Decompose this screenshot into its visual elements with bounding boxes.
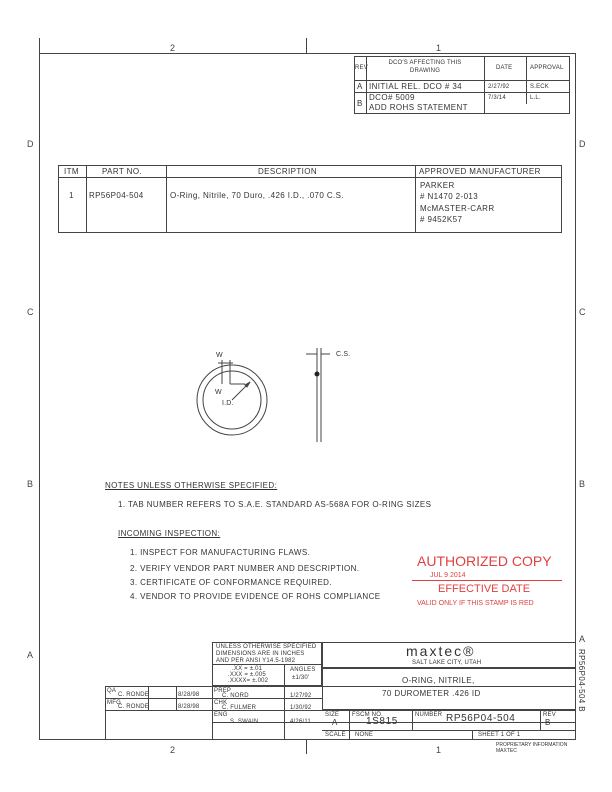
sheet-value: SHEET 1 OF 1	[478, 732, 521, 738]
qa-date: 8/28/98	[178, 692, 200, 698]
rev-header: REV	[355, 65, 368, 71]
rev-a-desc: INITIAL REL. DCO # 34	[369, 82, 463, 91]
chk-name: C. FULMER	[222, 705, 257, 711]
rev-a-date: 2/27/92	[488, 84, 510, 90]
angles-label: ANGLES	[290, 667, 316, 673]
zone-left-b: B	[27, 479, 34, 489]
scale-label: SCALE	[325, 732, 346, 738]
qa-name: C. RONDE	[118, 692, 149, 698]
zone-tick	[306, 38, 307, 53]
zone-right-c: C	[579, 307, 586, 317]
chk-label: CHK	[214, 700, 228, 706]
rev-value: B	[545, 718, 551, 727]
eng-date: 4/26/11	[290, 719, 311, 725]
mfg-label: MFG	[107, 700, 121, 706]
eng-label: ENG	[214, 712, 228, 718]
width-label: W	[216, 352, 223, 359]
rev-label: REV	[543, 712, 556, 718]
parts-description: O-Ring, Nitrile, 70 Duro, .426 I.D., .070 C.S.	[170, 191, 345, 200]
part-title-line2: 70 DUROMETER .426 ID	[382, 689, 481, 698]
rev-b-desc: DCO# 5009	[369, 93, 415, 102]
rev-a: A	[357, 82, 363, 91]
notes-heading: NOTES UNLESS OTHERWISE SPECIFIED:	[105, 481, 278, 490]
width-label-2: W	[215, 389, 222, 396]
stamp-footer: VALID ONLY IF THIS STAMP IS RED	[417, 600, 534, 607]
manufacturer-line: PARKER	[420, 181, 455, 190]
cs-label: C.S.	[336, 351, 351, 358]
zone-right-a: A	[579, 634, 586, 644]
angles-value: ±1/30'	[292, 675, 310, 681]
stamp-title: AUTHORIZED COPY	[417, 553, 552, 569]
note-1: 1. TAB NUMBER REFERS TO S.A.E. STANDARD AS-568A FOR O-RING SIZES	[118, 500, 432, 509]
size-value: A	[332, 718, 338, 727]
tolerance-line3: AND PER ANSI Y14.5-1982	[216, 658, 296, 664]
zone-right-b: B	[579, 479, 586, 489]
zone-tick	[306, 740, 307, 754]
fscm-value: 1S815	[366, 716, 398, 727]
zone-top-right: 1	[436, 43, 442, 53]
rev-a-approval: S.ECK	[530, 84, 550, 90]
inspection-item: 3. CERTIFICATE OF CONFORMANCE REQUIRED.	[130, 578, 332, 587]
tolerance-xxx: .XXX = ±.005	[228, 672, 266, 678]
rev-b-approval: L.L.	[530, 95, 541, 101]
rev-b-desc2: ADD ROHS STATEMENT	[369, 103, 468, 112]
mfg-name: C. RONDE	[118, 704, 149, 710]
zone-left-c: C	[27, 307, 34, 317]
inspection-item: 4. VENDOR TO PROVIDE EVIDENCE OF ROHS COMPLIANCE	[130, 592, 381, 601]
incoming-heading: INCOMING INSPECTION:	[118, 529, 221, 538]
manufacturer-line: # N1470 2-013	[420, 192, 479, 201]
tolerance-line1: UNLESS OTHERWISE SPECIFIED	[216, 644, 317, 650]
tolerance-line2: DIMENSIONS ARE IN INCHES	[216, 651, 305, 657]
zone-left-d: D	[27, 139, 34, 149]
zone-top-left: 2	[170, 43, 176, 53]
zone-bottom-right: 1	[436, 745, 442, 755]
fscm-label: FSCM NO.	[352, 712, 383, 718]
prep-label: PREP	[214, 688, 232, 694]
inspection-item: 2. VERIFY VENDOR PART NUMBER AND DESCRIPTION.	[130, 564, 360, 573]
rev-desc-header: DCO'S AFFECTING THIS DRAWING	[388, 60, 462, 74]
size-label: SIZE	[325, 712, 340, 718]
stamp-line	[412, 580, 562, 581]
qa-label: QA	[107, 688, 117, 694]
zone-left-a: A	[27, 650, 34, 660]
parts-partno: RP56P04-504	[89, 191, 144, 200]
scale-value: NONE	[355, 732, 374, 738]
parts-description-header: DESCRIPTION	[258, 167, 318, 176]
stamp-label: EFFECTIVE DATE	[438, 583, 531, 595]
manufacturer-line: # 9452K57	[420, 215, 463, 224]
zone-right-d: D	[579, 139, 586, 149]
part-title-line1: O-RING, NITRILE,	[402, 676, 475, 685]
zone-tick	[39, 38, 40, 53]
rev-date-header: DATE	[496, 65, 513, 71]
proprietary-company: MAXTEC	[496, 748, 517, 754]
stamp-date: JUL 9 2014	[430, 572, 466, 579]
eng-name: S. SWAIN	[230, 719, 259, 725]
rev-b-date: 7/3/14	[488, 95, 506, 101]
parts-item: 1	[69, 191, 74, 200]
prep-name: C. NORD	[222, 693, 249, 699]
id-label: I.D.	[222, 400, 234, 407]
parts-partno-header: PART NO.	[102, 167, 143, 176]
manufacturer-line: McMASTER-CARR	[420, 204, 495, 213]
chk-date: 1/30/92	[290, 705, 312, 711]
number-label: NUMBER	[415, 712, 443, 718]
mfg-date: 8/28/98	[178, 704, 200, 710]
drawing-number: RP56P04-504	[446, 713, 516, 724]
parts-manufacturer-header: APPROVED MANUFACTURER	[419, 167, 541, 176]
zone-bottom-left: 2	[170, 745, 176, 755]
side-drawing-number: RP56P04-504 B	[577, 649, 586, 713]
prep-date: 1/27/92	[290, 693, 312, 699]
cross-section-dot	[315, 372, 320, 377]
parts-item-header: ITM	[64, 167, 79, 176]
proprietary-note: PROPRIETARY INFORMATION	[496, 742, 568, 748]
company-logo: maxtec®	[406, 643, 476, 659]
tolerance-xx: .XX = ±.01	[232, 666, 263, 672]
rev-b: B	[357, 99, 363, 108]
company-city: SALT LAKE CITY, UTAH	[412, 660, 482, 666]
tolerance-xxxx: .XXXX= ±.002	[228, 678, 269, 684]
rev-approval-header: APPROVAL	[530, 65, 564, 71]
inspection-item: 1. INSPECT FOR MANUFACTURING FLAWS.	[130, 548, 311, 557]
